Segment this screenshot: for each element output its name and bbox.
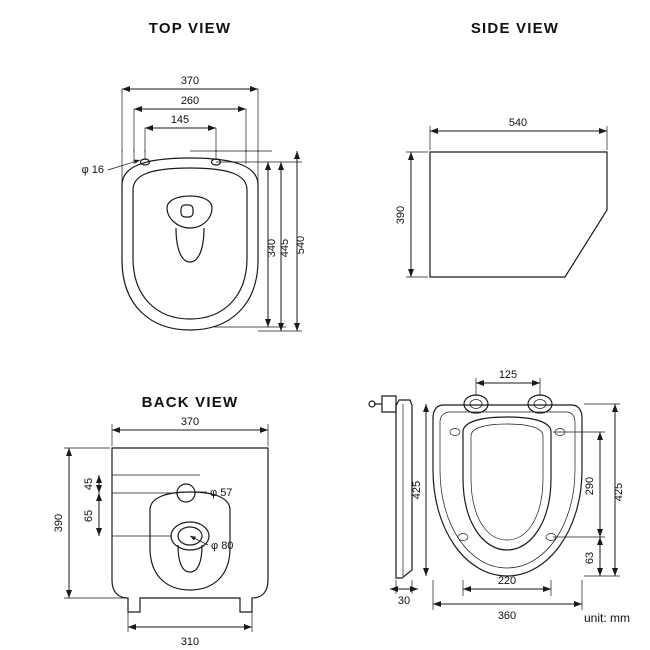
back-dim-310-label: 310 [180,636,200,648]
top-dim-260-label: 260 [180,95,200,107]
top-dim-445-label: 445 [279,238,291,258]
top-dim-340-label: 340 [266,238,278,258]
seat-hinge-bracket [382,396,396,412]
back-dim-370-label: 370 [180,416,200,428]
seat-hinge-cup-left [464,395,488,413]
seat-hinge-cup-left-inner [470,400,482,409]
top-view-outer-outline [122,158,258,330]
seat-dim-360-label: 360 [497,610,517,622]
seat-hinge-cup-right [528,395,552,413]
seat-ring-outer [463,417,551,550]
seat-dim-30-label: 30 [397,595,411,607]
seat-side-profile [396,400,412,578]
back-dim-45-label: 45 [83,477,95,491]
back-dia57-label: φ 57 [210,487,233,499]
back-dia80-label: φ 80 [211,540,234,552]
top-view-inner-outline [133,168,247,319]
top-dim-370-label: 370 [180,75,200,87]
side-view-profile [430,152,607,277]
seat-dim-425-left-label: 425 [411,480,423,500]
seat-ring-inner [471,424,543,540]
seat-dim-425-right-label: 425 [613,482,625,502]
back-dia80-leader [190,536,208,545]
back-view-outline [112,448,268,612]
back-dim-390-label: 390 [53,513,65,533]
top-dim-540-label: 540 [295,235,307,255]
side-dim-390-label: 390 [395,205,407,225]
seat-cover-inner [440,412,575,568]
top-view-flush-area [167,196,212,228]
seat-bumper-top-left [450,429,460,436]
side-dim-540-label: 540 [508,117,528,129]
top-view-dia16-leader [108,160,140,170]
top-view-dia16-label: φ 16 [81,164,104,176]
seat-dim-220-label: 220 [497,575,517,587]
seat-dim-63-label: 63 [584,551,596,565]
top-view-flush-hole [181,205,193,217]
side-view-title: SIDE VIEW [470,20,560,37]
seat-dim-125-label: 125 [498,369,518,381]
unit-note: unit: mm [583,611,630,625]
back-dim-65-label: 65 [83,509,95,523]
seat-hinge-cup-right-inner [534,400,546,409]
seat-dim-290-label: 290 [584,476,596,496]
top-dim-145-label: 145 [170,114,190,126]
top-view-title: TOP VIEW [148,20,232,37]
seat-bumper-bottom-left [458,534,468,541]
top-view-bowl-throat [176,228,204,262]
back-view-title: BACK VIEW [141,394,239,411]
back-view-inlet-57 [177,484,195,502]
